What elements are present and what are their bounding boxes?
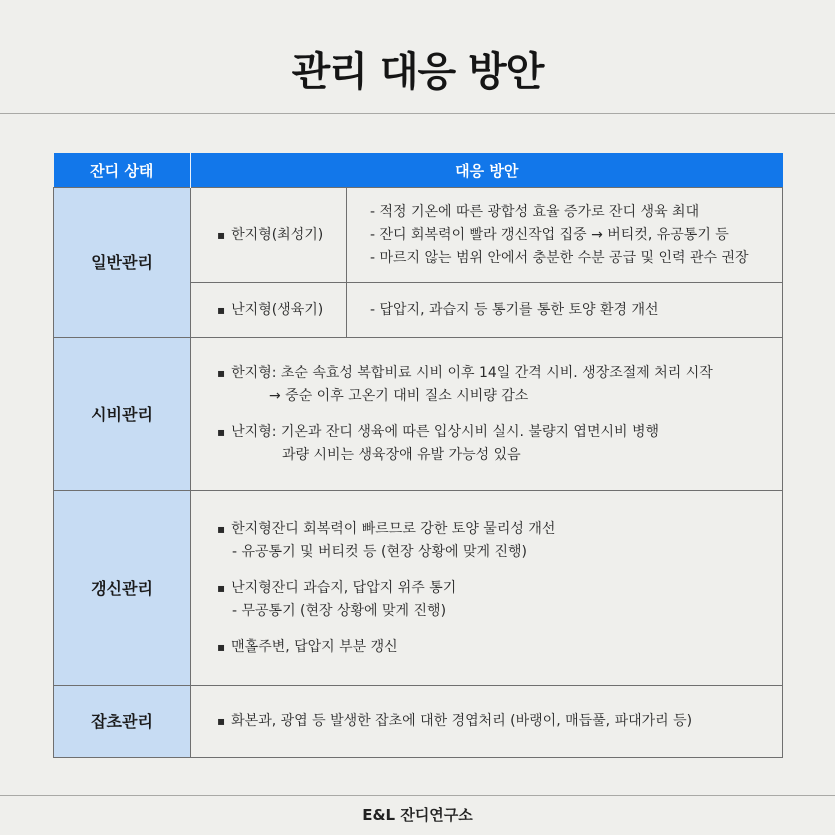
list-item: - 마르지 않는 범위 안에서 충분한 수분 공급 및 인력 관수 권장	[370, 249, 749, 266]
management-table	[53, 153, 783, 758]
table-row	[54, 338, 783, 491]
list-item: ▪ 난지형: 기온과 잔디 생육에 따른 입상시비 실시. 불량지 엽면시비 병행	[217, 421, 782, 444]
list-item: ▪ 난지형잔디 과습지, 답압지 위주 통기	[217, 577, 782, 600]
list-item-continuation: → 중순 이후 고온기 대비 질소 시비량 감소	[269, 387, 529, 404]
list-item: ▪ 한지형: 초순 속효성 복합비료 시비 이후 14일 간격 시비. 생장조절제 처리 시작	[217, 362, 782, 385]
bullet-icon	[217, 227, 231, 243]
list-item: - 답압지, 과습지 등 통기를 통한 토양 환경 개선	[370, 301, 659, 318]
list-item: ▪ 한지형잔디 회복력이 빠르므로 강한 토양 물리성 개선	[217, 518, 782, 541]
list-subitem: - 유공통기 및 버티컷 등 (현장 상황에 맞게 진행)	[232, 543, 528, 560]
bullet-icon	[217, 302, 231, 318]
table-row	[54, 686, 783, 758]
list-item: ▪ 맨홀주변, 답압지 부분 갱신	[217, 636, 782, 659]
bullet-icon	[217, 580, 231, 596]
category-weed: 잡초관리	[54, 686, 191, 758]
fertilizer-content	[191, 338, 783, 491]
list-item-continuation: 과량 시비는 생육장애 유발 가능성 있음	[282, 446, 521, 463]
turf-type-cool-season: ▪ 한지형(최성기)	[191, 188, 347, 283]
bullet-icon	[217, 639, 231, 655]
general-cool-season-items	[347, 188, 783, 283]
bullet-icon	[217, 424, 231, 440]
category-general: 일반관리	[54, 188, 191, 338]
header-turf-status: 잔디 상태	[54, 153, 191, 188]
weed-content	[191, 686, 783, 758]
bullet-icon	[217, 365, 231, 381]
category-fertilizer: 시비관리	[54, 338, 191, 491]
top-divider	[0, 113, 835, 114]
list-item: - 적정 기온에 따른 광합성 효율 증가로 잔디 생육 최대	[370, 203, 700, 220]
renewal-content	[191, 491, 783, 686]
bullet-icon	[217, 521, 231, 537]
category-renewal: 갱신관리	[54, 491, 191, 686]
table-header-row	[54, 153, 783, 188]
table-row	[54, 188, 783, 283]
bottom-divider	[0, 795, 835, 796]
turf-type-warm-season: ▪ 난지형(생육기)	[191, 283, 347, 338]
footer-brand: E&L 잔디연구소	[362, 806, 473, 824]
header-response-plan: 대응 방안	[191, 153, 783, 188]
general-warm-season-items	[347, 283, 783, 338]
bullet-icon	[217, 713, 231, 729]
table-row	[54, 491, 783, 686]
list-subitem: - 무공통기 (현장 상황에 맞게 진행)	[232, 602, 447, 619]
list-item: ▪ 화본과, 광엽 등 발생한 잡초에 대한 경엽처리 (바랭이, 매듭풀, 파대가리 등)	[217, 710, 782, 733]
page-title: 관리 대응 방안	[291, 49, 544, 95]
list-item: - 잔디 회복력이 빨라 갱신작업 집중 → 버티컷, 유공통기 등	[370, 226, 729, 243]
